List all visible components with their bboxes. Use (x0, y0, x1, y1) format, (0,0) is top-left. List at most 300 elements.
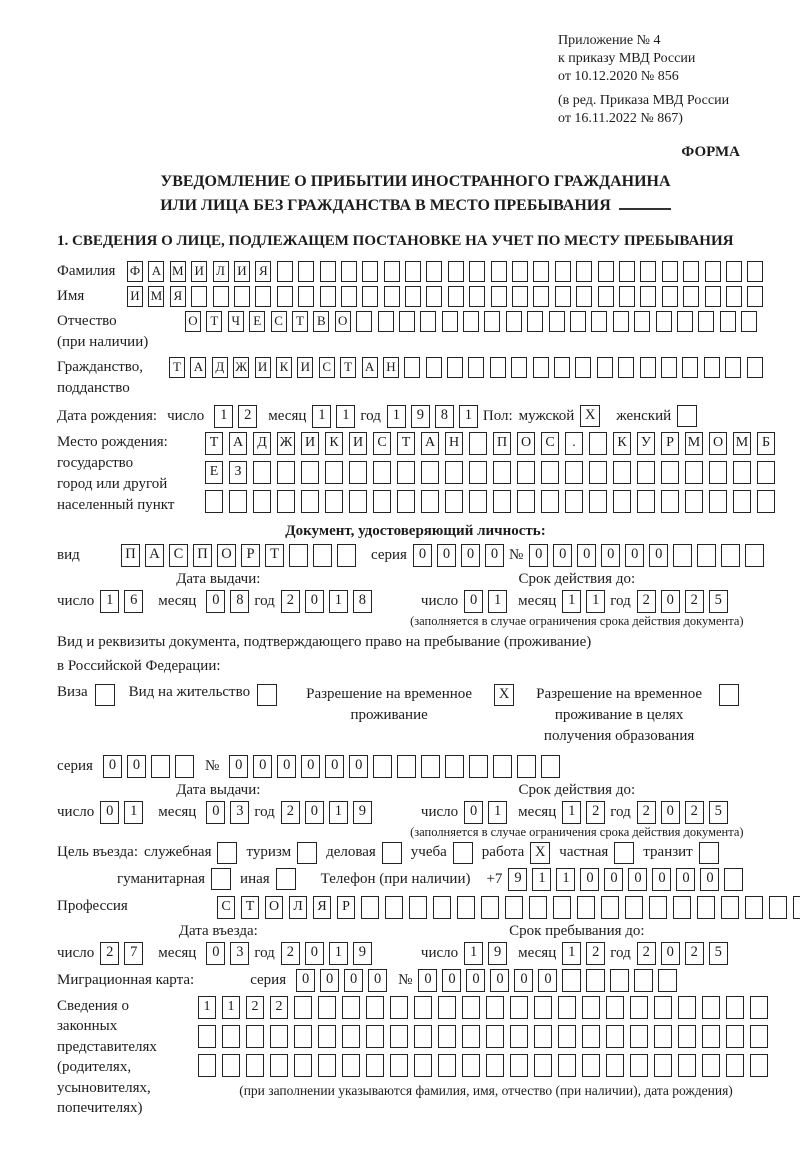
char-cell[interactable] (325, 490, 343, 513)
char-cell[interactable] (469, 755, 488, 778)
char-cell[interactable] (733, 461, 751, 484)
char-cell[interactable]: 1 (124, 801, 143, 824)
char-cell[interactable] (721, 896, 739, 919)
char-cell[interactable] (469, 432, 487, 455)
char-cell[interactable] (414, 1025, 432, 1048)
char-cell[interactable] (469, 261, 485, 282)
char-cell[interactable] (341, 261, 357, 282)
char-cell[interactable]: 1 (586, 590, 605, 613)
char-cell[interactable]: М (170, 261, 186, 282)
char-cell[interactable] (457, 896, 475, 919)
char-cell[interactable] (397, 755, 416, 778)
char-cell[interactable] (445, 461, 463, 484)
char-cell[interactable] (445, 755, 464, 778)
char-cell[interactable]: 0 (437, 544, 456, 567)
char-cell[interactable]: 2 (281, 590, 300, 613)
char-cell[interactable]: З (229, 461, 247, 484)
char-cell[interactable]: 0 (127, 755, 146, 778)
char-cell[interactable]: 2 (637, 801, 656, 824)
char-cell[interactable] (362, 286, 378, 307)
char-cell[interactable]: Д (212, 357, 228, 378)
char-cell[interactable] (541, 755, 560, 778)
char-cell[interactable] (610, 969, 629, 992)
char-cell[interactable]: Я (255, 261, 271, 282)
char-cell[interactable] (378, 311, 394, 332)
char-cell[interactable] (673, 544, 692, 567)
official-checkbox[interactable] (217, 842, 237, 864)
char-cell[interactable] (709, 490, 727, 513)
char-cell[interactable]: 1 (464, 942, 483, 965)
transit-checkbox[interactable] (699, 842, 719, 864)
humanitarian-checkbox[interactable] (211, 868, 231, 890)
char-cell[interactable] (484, 311, 500, 332)
business-checkbox[interactable] (382, 842, 402, 864)
char-cell[interactable] (529, 896, 547, 919)
char-cell[interactable]: Т (206, 311, 222, 332)
char-cell[interactable] (234, 286, 250, 307)
char-cell[interactable] (582, 1054, 600, 1077)
char-cell[interactable] (390, 1054, 408, 1077)
char-cell[interactable] (613, 311, 629, 332)
char-cell[interactable]: 1 (214, 405, 233, 428)
purpose-work[interactable] (482, 842, 551, 864)
char-cell[interactable] (342, 996, 360, 1019)
char-cell[interactable]: О (517, 432, 535, 455)
char-cell[interactable]: Р (337, 896, 355, 919)
char-cell[interactable]: 0 (301, 755, 320, 778)
char-cell[interactable] (769, 896, 787, 919)
char-cell[interactable] (229, 490, 247, 513)
char-cell[interactable]: 0 (305, 942, 324, 965)
char-cell[interactable] (517, 755, 536, 778)
char-cell[interactable]: 0 (325, 755, 344, 778)
char-cell[interactable] (414, 1054, 432, 1077)
char-cell[interactable] (373, 461, 391, 484)
char-cell[interactable] (702, 996, 720, 1019)
char-cell[interactable]: 0 (466, 969, 485, 992)
char-cell[interactable] (541, 490, 559, 513)
char-cell[interactable]: 1 (488, 801, 507, 824)
char-cell[interactable] (586, 969, 605, 992)
char-cell[interactable]: 2 (238, 405, 257, 428)
char-cell[interactable]: 8 (353, 590, 372, 613)
study-checkbox[interactable] (453, 842, 473, 864)
char-cell[interactable]: 1 (312, 405, 331, 428)
char-cell[interactable] (613, 461, 631, 484)
char-cell[interactable]: 1 (562, 590, 581, 613)
char-cell[interactable] (318, 996, 336, 1019)
char-cell[interactable]: 2 (246, 996, 264, 1019)
char-cell[interactable] (255, 286, 271, 307)
char-cell[interactable]: Р (241, 544, 260, 567)
char-cell[interactable] (555, 286, 571, 307)
char-cell[interactable] (426, 286, 442, 307)
char-cell[interactable]: Я (170, 286, 186, 307)
char-cell[interactable]: С (217, 896, 235, 919)
char-cell[interactable]: С (541, 432, 559, 455)
char-cell[interactable] (253, 461, 271, 484)
char-cell[interactable] (222, 1054, 240, 1077)
char-cell[interactable]: Б (757, 432, 775, 455)
char-cell[interactable]: 2 (586, 801, 605, 824)
char-cell[interactable]: 0 (652, 868, 671, 891)
char-cell[interactable] (366, 1025, 384, 1048)
char-cell[interactable] (213, 286, 229, 307)
char-cell[interactable] (298, 261, 314, 282)
char-cell[interactable]: 0 (368, 969, 387, 992)
char-cell[interactable] (683, 261, 699, 282)
char-cell[interactable]: 9 (508, 868, 527, 891)
char-cell[interactable]: 1 (198, 996, 216, 1019)
char-cell[interactable] (277, 461, 295, 484)
char-cell[interactable]: 1 (459, 405, 478, 428)
char-cell[interactable] (384, 261, 400, 282)
char-cell[interactable]: . (565, 432, 583, 455)
char-cell[interactable] (682, 357, 698, 378)
char-cell[interactable] (702, 1054, 720, 1077)
char-cell[interactable] (356, 311, 372, 332)
char-cell[interactable]: О (185, 311, 201, 332)
char-cell[interactable] (420, 311, 436, 332)
char-cell[interactable] (270, 1054, 288, 1077)
char-cell[interactable]: У (637, 432, 655, 455)
char-cell[interactable] (373, 755, 392, 778)
char-cell[interactable] (576, 286, 592, 307)
char-cell[interactable] (705, 261, 721, 282)
char-cell[interactable] (793, 896, 800, 919)
char-cell[interactable]: Ж (277, 432, 295, 455)
char-cell[interactable]: 0 (628, 868, 647, 891)
char-cell[interactable]: М (685, 432, 703, 455)
char-cell[interactable]: 0 (661, 590, 680, 613)
char-cell[interactable]: 1 (562, 801, 581, 824)
char-cell[interactable] (618, 357, 634, 378)
char-cell[interactable] (445, 490, 463, 513)
char-cell[interactable]: Н (383, 357, 399, 378)
char-cell[interactable] (534, 996, 552, 1019)
char-cell[interactable] (704, 357, 720, 378)
char-cell[interactable] (294, 1025, 312, 1048)
char-cell[interactable]: 0 (485, 544, 504, 567)
purpose-transit[interactable] (643, 842, 718, 864)
male-checkbox[interactable]: X (580, 405, 600, 427)
char-cell[interactable]: 0 (553, 544, 572, 567)
char-cell[interactable] (630, 1025, 648, 1048)
char-cell[interactable]: Е (205, 461, 223, 484)
char-cell[interactable] (598, 286, 614, 307)
char-cell[interactable] (490, 357, 506, 378)
char-cell[interactable]: 0 (229, 755, 248, 778)
option-residence-permit[interactable] (129, 684, 277, 706)
char-cell[interactable]: 0 (305, 801, 324, 824)
char-cell[interactable] (726, 286, 742, 307)
char-cell[interactable]: 0 (661, 801, 680, 824)
char-cell[interactable]: Т (205, 432, 223, 455)
char-cell[interactable]: 3 (230, 801, 249, 824)
char-cell[interactable]: 0 (253, 755, 272, 778)
char-cell[interactable] (662, 261, 678, 282)
char-cell[interactable] (390, 996, 408, 1019)
purpose-official[interactable] (144, 842, 238, 864)
char-cell[interactable]: 0 (514, 969, 533, 992)
char-cell[interactable] (366, 1054, 384, 1077)
char-cell[interactable] (533, 357, 549, 378)
char-cell[interactable] (619, 286, 635, 307)
char-cell[interactable]: А (145, 544, 164, 567)
char-cell[interactable] (661, 461, 679, 484)
char-cell[interactable] (366, 996, 384, 1019)
char-cell[interactable] (724, 868, 743, 891)
char-cell[interactable]: 0 (538, 969, 557, 992)
char-cell[interactable]: 1 (387, 405, 406, 428)
char-cell[interactable] (384, 286, 400, 307)
char-cell[interactable] (634, 311, 650, 332)
char-cell[interactable] (277, 286, 293, 307)
char-cell[interactable] (640, 357, 656, 378)
char-cell[interactable] (745, 544, 764, 567)
char-cell[interactable] (151, 755, 170, 778)
char-cell[interactable] (747, 357, 763, 378)
char-cell[interactable] (757, 490, 775, 513)
char-cell[interactable] (486, 1025, 504, 1048)
char-cell[interactable] (510, 1054, 528, 1077)
char-cell[interactable]: Ф (127, 261, 143, 282)
char-cell[interactable] (313, 544, 332, 567)
char-cell[interactable]: 0 (320, 969, 339, 992)
purpose-study[interactable] (411, 842, 473, 864)
option-visa[interactable] (57, 684, 115, 706)
char-cell[interactable] (510, 996, 528, 1019)
char-cell[interactable] (606, 1025, 624, 1048)
char-cell[interactable] (733, 490, 751, 513)
char-cell[interactable] (726, 1025, 744, 1048)
char-cell[interactable] (565, 490, 583, 513)
char-cell[interactable]: 0 (344, 969, 363, 992)
char-cell[interactable] (318, 1025, 336, 1048)
char-cell[interactable] (491, 286, 507, 307)
char-cell[interactable]: 1 (222, 996, 240, 1019)
char-cell[interactable] (493, 490, 511, 513)
char-cell[interactable]: 7 (124, 942, 143, 965)
char-cell[interactable] (362, 261, 378, 282)
char-cell[interactable]: 2 (281, 801, 300, 824)
char-cell[interactable]: И (127, 286, 143, 307)
char-cell[interactable]: А (148, 261, 164, 282)
char-cell[interactable]: 0 (601, 544, 620, 567)
char-cell[interactable] (678, 1054, 696, 1077)
char-cell[interactable] (702, 1025, 720, 1048)
char-cell[interactable]: 0 (490, 969, 509, 992)
char-cell[interactable]: А (229, 432, 247, 455)
char-cell[interactable] (640, 261, 656, 282)
char-cell[interactable]: 2 (586, 942, 605, 965)
female-checkbox[interactable] (677, 405, 697, 427)
char-cell[interactable]: 1 (336, 405, 355, 428)
char-cell[interactable] (637, 461, 655, 484)
char-cell[interactable] (576, 261, 592, 282)
char-cell[interactable] (598, 261, 614, 282)
char-cell[interactable]: 8 (435, 405, 454, 428)
char-cell[interactable]: 1 (556, 868, 575, 891)
char-cell[interactable] (301, 490, 319, 513)
char-cell[interactable]: 0 (100, 801, 119, 824)
char-cell[interactable] (654, 1025, 672, 1048)
char-cell[interactable] (725, 357, 741, 378)
char-cell[interactable] (575, 357, 591, 378)
char-cell[interactable] (613, 490, 631, 513)
char-cell[interactable]: 0 (604, 868, 623, 891)
char-cell[interactable] (469, 490, 487, 513)
char-cell[interactable] (506, 311, 522, 332)
char-cell[interactable]: М (733, 432, 751, 455)
char-cell[interactable] (491, 261, 507, 282)
char-cell[interactable] (294, 996, 312, 1019)
char-cell[interactable]: 2 (270, 996, 288, 1019)
char-cell[interactable]: 0 (676, 868, 695, 891)
char-cell[interactable] (619, 261, 635, 282)
char-cell[interactable]: 8 (230, 590, 249, 613)
char-cell[interactable] (198, 1025, 216, 1048)
tourism-checkbox[interactable] (297, 842, 317, 864)
char-cell[interactable] (390, 1025, 408, 1048)
char-cell[interactable] (741, 311, 757, 332)
char-cell[interactable] (191, 286, 207, 307)
char-cell[interactable] (750, 1025, 768, 1048)
char-cell[interactable] (517, 461, 535, 484)
char-cell[interactable]: 1 (488, 590, 507, 613)
char-cell[interactable] (705, 286, 721, 307)
char-cell[interactable] (533, 286, 549, 307)
char-cell[interactable]: С (271, 311, 287, 332)
char-cell[interactable] (630, 1054, 648, 1077)
char-cell[interactable]: 1 (100, 590, 119, 613)
char-cell[interactable]: Р (661, 432, 679, 455)
char-cell[interactable] (570, 311, 586, 332)
char-cell[interactable]: 1 (532, 868, 551, 891)
char-cell[interactable]: 2 (637, 590, 656, 613)
char-cell[interactable] (747, 261, 763, 282)
char-cell[interactable]: 0 (103, 755, 122, 778)
char-cell[interactable] (554, 357, 570, 378)
char-cell[interactable]: 0 (464, 801, 483, 824)
purpose-other[interactable] (240, 868, 296, 890)
char-cell[interactable] (685, 461, 703, 484)
char-cell[interactable]: 9 (353, 942, 372, 965)
char-cell[interactable] (486, 1054, 504, 1077)
char-cell[interactable]: А (190, 357, 206, 378)
char-cell[interactable]: И (255, 357, 271, 378)
char-cell[interactable] (175, 755, 194, 778)
char-cell[interactable] (649, 896, 667, 919)
char-cell[interactable]: Т (241, 896, 259, 919)
char-cell[interactable]: Т (265, 544, 284, 567)
char-cell[interactable] (325, 461, 343, 484)
char-cell[interactable] (549, 311, 565, 332)
char-cell[interactable] (606, 996, 624, 1019)
char-cell[interactable] (709, 461, 727, 484)
char-cell[interactable] (654, 996, 672, 1019)
char-cell[interactable]: Д (253, 432, 271, 455)
char-cell[interactable]: 0 (461, 544, 480, 567)
char-cell[interactable] (541, 461, 559, 484)
char-cell[interactable]: Л (213, 261, 229, 282)
char-cell[interactable] (558, 996, 576, 1019)
char-cell[interactable] (404, 357, 420, 378)
option-temp-residence-education[interactable] (526, 684, 739, 747)
residence-permit-checkbox[interactable] (257, 684, 277, 706)
char-cell[interactable] (637, 490, 655, 513)
char-cell[interactable]: К (613, 432, 631, 455)
char-cell[interactable]: 0 (277, 755, 296, 778)
char-cell[interactable]: 2 (281, 942, 300, 965)
char-cell[interactable] (683, 286, 699, 307)
char-cell[interactable] (625, 896, 643, 919)
char-cell[interactable] (582, 1025, 600, 1048)
char-cell[interactable]: С (169, 544, 188, 567)
char-cell[interactable] (640, 286, 656, 307)
char-cell[interactable] (405, 286, 421, 307)
char-cell[interactable] (589, 461, 607, 484)
char-cell[interactable] (661, 490, 679, 513)
char-cell[interactable]: О (709, 432, 727, 455)
char-cell[interactable] (469, 286, 485, 307)
char-cell[interactable] (685, 490, 703, 513)
char-cell[interactable] (397, 490, 415, 513)
char-cell[interactable] (745, 896, 763, 919)
char-cell[interactable]: 0 (413, 544, 432, 567)
char-cell[interactable] (726, 261, 742, 282)
char-cell[interactable] (512, 286, 528, 307)
char-cell[interactable]: Т (340, 357, 356, 378)
char-cell[interactable] (553, 896, 571, 919)
char-cell[interactable]: 1 (562, 942, 581, 965)
work-checkbox[interactable]: X (530, 842, 550, 864)
char-cell[interactable]: 9 (411, 405, 430, 428)
char-cell[interactable] (277, 490, 295, 513)
char-cell[interactable]: 5 (709, 801, 728, 824)
char-cell[interactable] (270, 1025, 288, 1048)
char-cell[interactable]: 0 (305, 590, 324, 613)
char-cell[interactable]: 1 (329, 942, 348, 965)
purpose-tourism[interactable] (246, 842, 317, 864)
char-cell[interactable] (673, 896, 691, 919)
char-cell[interactable]: 0 (649, 544, 668, 567)
char-cell[interactable] (591, 311, 607, 332)
char-cell[interactable] (198, 1054, 216, 1077)
char-cell[interactable] (558, 1054, 576, 1077)
char-cell[interactable]: С (373, 432, 391, 455)
char-cell[interactable] (463, 311, 479, 332)
char-cell[interactable]: Л (289, 896, 307, 919)
char-cell[interactable]: А (421, 432, 439, 455)
char-cell[interactable] (349, 490, 367, 513)
char-cell[interactable] (320, 286, 336, 307)
char-cell[interactable] (469, 461, 487, 484)
purpose-private[interactable] (559, 842, 634, 864)
char-cell[interactable] (677, 311, 693, 332)
char-cell[interactable] (750, 996, 768, 1019)
char-cell[interactable] (510, 1025, 528, 1048)
char-cell[interactable] (678, 996, 696, 1019)
char-cell[interactable] (462, 1025, 480, 1048)
char-cell[interactable] (222, 1025, 240, 1048)
char-cell[interactable] (320, 261, 336, 282)
char-cell[interactable] (298, 286, 314, 307)
char-cell[interactable] (601, 896, 619, 919)
char-cell[interactable] (361, 896, 379, 919)
char-cell[interactable] (448, 261, 464, 282)
char-cell[interactable] (277, 261, 293, 282)
